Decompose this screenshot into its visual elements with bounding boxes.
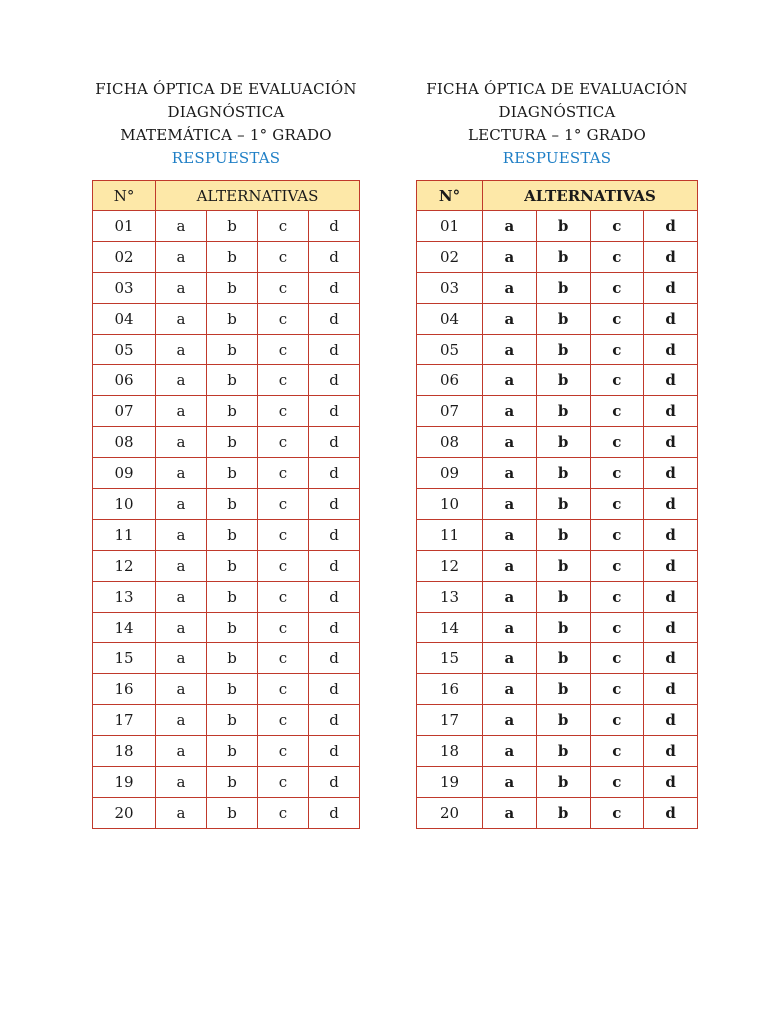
answer-bubble-d[interactable]: d: [644, 612, 698, 643]
answer-bubble-c[interactable]: c: [258, 643, 309, 674]
answer-bubble-d[interactable]: d: [309, 365, 360, 396]
question-number: 20: [93, 797, 156, 828]
answer-bubble-b[interactable]: b: [536, 705, 590, 736]
table-row: [93, 674, 360, 705]
question-number: 14: [93, 612, 156, 643]
sheet-title: FICHA ÓPTICA DE EVALUACIÓN: [426, 80, 688, 98]
answer-bubble-b[interactable]: b: [536, 303, 590, 334]
answer-bubble-b[interactable]: b: [207, 705, 258, 736]
answer-bubble-a[interactable]: a: [483, 581, 537, 612]
sheet-label: RESPUESTAS: [171, 149, 281, 167]
question-number: 18: [417, 736, 483, 767]
answer-bubble-b[interactable]: b: [536, 365, 590, 396]
answer-table: [416, 180, 698, 829]
answer-bubble-c[interactable]: c: [590, 241, 644, 272]
table-row: [93, 489, 360, 520]
answer-bubble-b[interactable]: b: [536, 767, 590, 798]
answer-bubble-c[interactable]: c: [590, 736, 644, 767]
answer-bubble-d[interactable]: d: [309, 272, 360, 303]
answer-bubble-b[interactable]: b: [536, 797, 590, 828]
answer-bubble-b[interactable]: b: [536, 519, 590, 550]
question-number: 11: [93, 519, 156, 550]
answer-bubble-a[interactable]: a: [483, 643, 537, 674]
answer-bubble-c[interactable]: c: [590, 458, 644, 489]
question-number: 11: [417, 519, 483, 550]
table-row: [93, 705, 360, 736]
answer-bubble-c[interactable]: c: [258, 550, 309, 581]
answer-bubble-c[interactable]: c: [258, 736, 309, 767]
table-row: [93, 396, 360, 427]
answer-bubble-a[interactable]: a: [483, 427, 537, 458]
answer-bubble-b[interactable]: b: [207, 211, 258, 242]
answer-bubble-c[interactable]: c: [258, 396, 309, 427]
answer-bubble-b[interactable]: b: [207, 334, 258, 365]
answer-bubble-c[interactable]: c: [590, 643, 644, 674]
answer-bubble-c[interactable]: c: [590, 365, 644, 396]
question-number: 03: [93, 272, 156, 303]
answer-bubble-b[interactable]: b: [536, 674, 590, 705]
answer-bubble-a[interactable]: a: [156, 303, 207, 334]
answer-bubble-c[interactable]: c: [590, 581, 644, 612]
answer-bubble-b[interactable]: b: [207, 272, 258, 303]
answer-bubble-a[interactable]: a: [483, 241, 537, 272]
answer-bubble-d[interactable]: d: [644, 458, 698, 489]
answer-bubble-c[interactable]: c: [590, 303, 644, 334]
answer-bubble-d[interactable]: d: [309, 767, 360, 798]
table-row: [93, 797, 360, 828]
answer-bubble-d[interactable]: d: [309, 643, 360, 674]
answer-bubble-d[interactable]: d: [309, 211, 360, 242]
answer-bubble-d[interactable]: d: [309, 458, 360, 489]
answer-bubble-a[interactable]: a: [483, 365, 537, 396]
answer-bubble-a[interactable]: a: [483, 705, 537, 736]
question-number: 19: [417, 767, 483, 798]
answer-bubble-a[interactable]: a: [156, 458, 207, 489]
answer-bubble-b[interactable]: b: [536, 612, 590, 643]
answer-bubble-b[interactable]: b: [536, 458, 590, 489]
question-number: 12: [417, 550, 483, 581]
answer-bubble-b[interactable]: b: [207, 736, 258, 767]
answer-bubble-d[interactable]: d: [644, 643, 698, 674]
question-number: 07: [93, 396, 156, 427]
answer-bubble-d[interactable]: d: [309, 674, 360, 705]
question-number: 13: [417, 581, 483, 612]
question-number: 19: [93, 767, 156, 798]
answer-bubble-a[interactable]: a: [483, 767, 537, 798]
answer-bubble-c[interactable]: c: [258, 334, 309, 365]
answer-bubble-b[interactable]: b: [536, 550, 590, 581]
table-row: [93, 612, 360, 643]
answer-bubble-a[interactable]: a: [156, 674, 207, 705]
answer-bubble-d[interactable]: d: [644, 489, 698, 520]
answer-bubble-c[interactable]: c: [590, 705, 644, 736]
answer-sheet-lectura: [416, 78, 698, 829]
answer-bubble-d[interactable]: d: [644, 211, 698, 242]
table-row: [93, 365, 360, 396]
table-row: [93, 458, 360, 489]
table-row: [417, 736, 698, 767]
answer-bubble-a[interactable]: a: [483, 211, 537, 242]
answer-bubble-c[interactable]: c: [258, 365, 309, 396]
answer-bubble-b[interactable]: b: [536, 581, 590, 612]
answer-bubble-d[interactable]: d: [309, 519, 360, 550]
answer-bubble-c[interactable]: c: [258, 272, 309, 303]
answer-bubble-a[interactable]: a: [156, 211, 207, 242]
question-number: 04: [417, 303, 483, 334]
answer-bubble-a[interactable]: a: [483, 797, 537, 828]
answer-bubble-a[interactable]: a: [483, 303, 537, 334]
table-row: [417, 211, 698, 242]
table-row: [93, 519, 360, 550]
answer-bubble-d[interactable]: d: [644, 303, 698, 334]
table-row: [93, 427, 360, 458]
answer-bubble-b[interactable]: b: [536, 241, 590, 272]
answer-bubble-c[interactable]: c: [590, 519, 644, 550]
question-number: 07: [417, 396, 483, 427]
question-number: 15: [417, 643, 483, 674]
question-number: 05: [417, 334, 483, 365]
answer-bubble-d[interactable]: d: [644, 797, 698, 828]
answer-bubble-b[interactable]: b: [207, 767, 258, 798]
table-row: [93, 241, 360, 272]
question-number: 14: [417, 612, 483, 643]
answer-bubble-b[interactable]: b: [536, 396, 590, 427]
table-row: [417, 365, 698, 396]
table-row: [417, 581, 698, 612]
answer-bubble-d[interactable]: d: [644, 674, 698, 705]
question-number: 16: [93, 674, 156, 705]
answer-bubble-b[interactable]: b: [207, 241, 258, 272]
answer-bubble-c[interactable]: c: [258, 705, 309, 736]
answer-bubble-b[interactable]: b: [207, 581, 258, 612]
table-row: [93, 643, 360, 674]
answer-bubble-d[interactable]: d: [644, 705, 698, 736]
header-number: N°: [417, 181, 483, 211]
question-number: 05: [93, 334, 156, 365]
answer-bubble-a[interactable]: a: [156, 334, 207, 365]
question-number: 01: [93, 211, 156, 242]
answer-bubble-d[interactable]: d: [309, 736, 360, 767]
answer-bubble-c[interactable]: c: [258, 581, 309, 612]
answer-bubble-a[interactable]: a: [483, 674, 537, 705]
answer-bubble-d[interactable]: d: [309, 581, 360, 612]
question-number: 16: [417, 674, 483, 705]
answer-bubble-a[interactable]: a: [156, 581, 207, 612]
answer-bubble-a[interactable]: a: [156, 519, 207, 550]
answer-bubble-a[interactable]: a: [483, 489, 537, 520]
answer-bubble-c[interactable]: c: [258, 241, 309, 272]
table-row: [417, 489, 698, 520]
answer-bubble-a[interactable]: a: [483, 612, 537, 643]
question-number: 06: [417, 365, 483, 396]
answer-bubble-d[interactable]: d: [644, 767, 698, 798]
answer-bubble-d[interactable]: d: [644, 736, 698, 767]
answer-bubble-b[interactable]: b: [207, 643, 258, 674]
answer-bubble-c[interactable]: c: [590, 612, 644, 643]
answer-bubble-c[interactable]: c: [258, 767, 309, 798]
answer-bubble-d[interactable]: d: [309, 334, 360, 365]
answer-bubble-c[interactable]: c: [590, 427, 644, 458]
question-number: 18: [93, 736, 156, 767]
header-alternatives: ALTERNATIVAS: [156, 181, 360, 211]
answer-bubble-c[interactable]: c: [590, 396, 644, 427]
question-number: 02: [93, 241, 156, 272]
table-row: [93, 581, 360, 612]
answer-bubble-a[interactable]: a: [156, 550, 207, 581]
answer-bubble-d[interactable]: d: [309, 797, 360, 828]
answer-bubble-b[interactable]: b: [536, 211, 590, 242]
answer-bubble-d[interactable]: d: [309, 550, 360, 581]
answer-bubble-b[interactable]: b: [536, 334, 590, 365]
table-row: [417, 674, 698, 705]
answer-bubble-a[interactable]: a: [156, 767, 207, 798]
answer-bubble-d[interactable]: d: [309, 396, 360, 427]
table-header-row: [93, 181, 360, 211]
answer-bubble-a[interactable]: a: [156, 241, 207, 272]
answer-bubble-d[interactable]: d: [644, 519, 698, 550]
answer-bubble-b[interactable]: b: [207, 797, 258, 828]
answer-bubble-a[interactable]: a: [156, 797, 207, 828]
sheet-heading: [92, 78, 360, 170]
question-number: 10: [417, 489, 483, 520]
table-row: [417, 334, 698, 365]
answer-bubble-c[interactable]: c: [590, 767, 644, 798]
answer-bubble-b[interactable]: b: [207, 519, 258, 550]
answer-bubble-a[interactable]: a: [156, 272, 207, 303]
answer-bubble-b[interactable]: b: [207, 550, 258, 581]
answer-bubble-a[interactable]: a: [156, 365, 207, 396]
answer-bubble-b[interactable]: b: [207, 303, 258, 334]
answer-bubble-a[interactable]: a: [483, 334, 537, 365]
answer-bubble-b[interactable]: b: [207, 489, 258, 520]
answer-bubble-a[interactable]: a: [483, 396, 537, 427]
table-header-row: [417, 181, 698, 211]
answer-bubble-c[interactable]: c: [590, 211, 644, 242]
answer-bubble-c[interactable]: c: [258, 674, 309, 705]
answer-bubble-c[interactable]: c: [590, 272, 644, 303]
answer-bubble-d[interactable]: d: [309, 303, 360, 334]
answer-bubble-a[interactable]: a: [156, 612, 207, 643]
table-row: [417, 767, 698, 798]
table-row: [417, 241, 698, 272]
answer-bubble-d[interactable]: d: [644, 241, 698, 272]
table-row: [417, 550, 698, 581]
question-number: 08: [93, 427, 156, 458]
answer-bubble-b[interactable]: b: [207, 427, 258, 458]
question-number: 13: [93, 581, 156, 612]
answer-bubble-a[interactable]: a: [156, 705, 207, 736]
table-row: [417, 797, 698, 828]
answer-bubble-d[interactable]: d: [644, 581, 698, 612]
header-number: N°: [93, 181, 156, 211]
answer-bubble-d[interactable]: d: [309, 427, 360, 458]
table-row: [417, 519, 698, 550]
answer-bubble-b[interactable]: b: [536, 643, 590, 674]
answer-bubble-c[interactable]: c: [258, 458, 309, 489]
table-row: [417, 643, 698, 674]
answer-bubble-a[interactable]: a: [483, 458, 537, 489]
answer-bubble-d[interactable]: d: [644, 272, 698, 303]
table-row: [93, 334, 360, 365]
table-row: [417, 272, 698, 303]
answer-bubble-b[interactable]: b: [207, 458, 258, 489]
table-row: [93, 736, 360, 767]
table-row: [417, 705, 698, 736]
answer-bubble-a[interactable]: a: [156, 736, 207, 767]
answer-bubble-a[interactable]: a: [483, 736, 537, 767]
answer-bubble-d[interactable]: d: [644, 365, 698, 396]
table-row: [417, 396, 698, 427]
question-number: 09: [417, 458, 483, 489]
answer-bubble-b[interactable]: b: [207, 396, 258, 427]
table-row: [93, 767, 360, 798]
answer-bubble-d[interactable]: d: [309, 489, 360, 520]
answer-bubble-c[interactable]: c: [258, 427, 309, 458]
answer-bubble-d[interactable]: d: [644, 334, 698, 365]
answer-bubble-a[interactable]: a: [483, 519, 537, 550]
question-number: 02: [417, 241, 483, 272]
answer-bubble-c[interactable]: c: [590, 797, 644, 828]
question-number: 08: [417, 427, 483, 458]
answer-bubble-c[interactable]: c: [258, 519, 309, 550]
question-number: 04: [93, 303, 156, 334]
answer-bubble-b[interactable]: b: [207, 365, 258, 396]
question-number: 12: [93, 550, 156, 581]
table-row: [93, 211, 360, 242]
answer-bubble-c[interactable]: c: [258, 303, 309, 334]
table-row: [93, 550, 360, 581]
answer-bubble-d[interactable]: d: [309, 241, 360, 272]
answer-bubble-d[interactable]: d: [644, 396, 698, 427]
question-number: 17: [93, 705, 156, 736]
table-row: [417, 458, 698, 489]
answer-bubble-d[interactable]: d: [644, 550, 698, 581]
answer-bubble-a[interactable]: a: [156, 396, 207, 427]
question-number: 09: [93, 458, 156, 489]
answer-bubble-b[interactable]: b: [207, 612, 258, 643]
answer-bubble-a[interactable]: a: [156, 489, 207, 520]
sheet-heading: [416, 78, 698, 170]
answer-bubble-a[interactable]: a: [156, 643, 207, 674]
answer-bubble-c[interactable]: c: [590, 489, 644, 520]
sheet-title: FICHA ÓPTICA DE EVALUACIÓN: [95, 80, 357, 98]
answer-bubble-b[interactable]: b: [207, 674, 258, 705]
answer-bubble-b[interactable]: b: [536, 736, 590, 767]
question-number: 03: [417, 272, 483, 303]
answer-bubble-b[interactable]: b: [536, 489, 590, 520]
answer-bubble-c[interactable]: c: [258, 612, 309, 643]
sheet-title-line2: DIAGNÓSTICA: [167, 103, 285, 121]
answer-bubble-c[interactable]: c: [590, 550, 644, 581]
answer-bubble-a[interactable]: a: [483, 272, 537, 303]
sheet-subject: MATEMÁTICA – 1° GRADO: [120, 126, 332, 144]
sheet-title-line2: DIAGNÓSTICA: [498, 103, 616, 121]
sheet-label: RESPUESTAS: [502, 149, 612, 167]
header-alternatives: ALTERNATIVAS: [483, 181, 698, 211]
answer-bubble-d[interactable]: d: [309, 612, 360, 643]
answer-bubble-a[interactable]: a: [483, 550, 537, 581]
question-number: 01: [417, 211, 483, 242]
question-number: 06: [93, 365, 156, 396]
question-number: 15: [93, 643, 156, 674]
answer-bubble-c[interactable]: c: [590, 334, 644, 365]
answer-bubble-c[interactable]: c: [258, 489, 309, 520]
answer-bubble-b[interactable]: b: [536, 272, 590, 303]
question-number: 10: [93, 489, 156, 520]
answer-bubble-d[interactable]: d: [309, 705, 360, 736]
table-row: [417, 427, 698, 458]
answer-bubble-c[interactable]: c: [590, 674, 644, 705]
table-row: [417, 612, 698, 643]
answer-sheet-matematica: [92, 78, 360, 829]
answer-bubble-a[interactable]: a: [156, 427, 207, 458]
answer-bubble-b[interactable]: b: [536, 427, 590, 458]
table-row: [93, 272, 360, 303]
answer-bubble-c[interactable]: c: [258, 797, 309, 828]
answer-table: [92, 180, 360, 829]
sheet-subject: LECTURA – 1° GRADO: [467, 126, 647, 144]
table-row: [417, 303, 698, 334]
question-number: 17: [417, 705, 483, 736]
table-row: [93, 303, 360, 334]
question-number: 20: [417, 797, 483, 828]
answer-bubble-d[interactable]: d: [644, 427, 698, 458]
answer-bubble-c[interactable]: c: [258, 211, 309, 242]
